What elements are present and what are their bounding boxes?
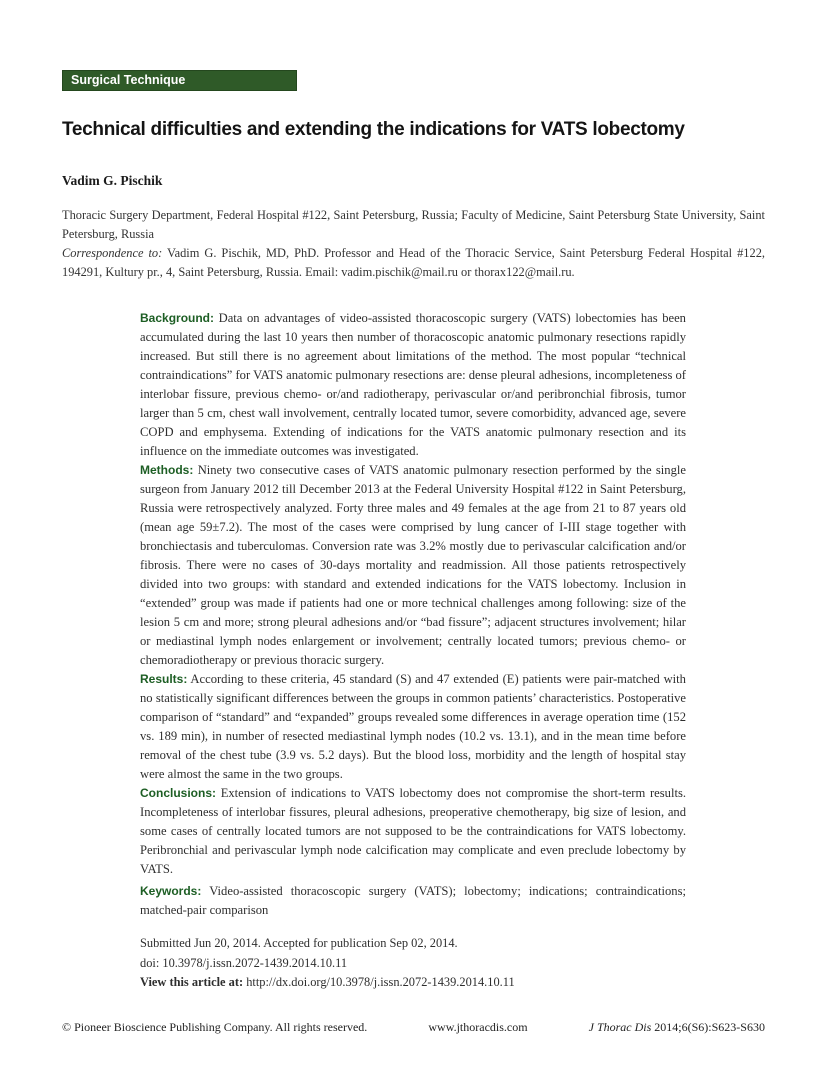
background-text: Data on advantages of video-assisted thoracoscopic surgery (VATS) lobectomies has been accumulated during the last 10 years then number of thoracoscopic anatomic pulmonary resections rapidly increased. But still there is no agreement about limitations of the method. The most popular “technical contraindications” for VATS anatomic pulmonary resections are: dense pleural adhesions, incompleteness of interlobar fissure, previous chemo- or/and radiotherapy, perivascular or/and peribronchial fibrosis, tumor larger than 5 cm, chest wall involvement, centrally located tumor, severe comorbidity, advanced age, severe COPD and emphysema. Extending of indications for the VATS anatomic pulmonary resection and its influence on the immediate outcomes was investigated. xyxy=(140,311,686,458)
doi-line: doi: 10.3978/j.issn.2072-1439.2014.10.11 xyxy=(140,955,348,970)
keywords-text: Video-assisted thoracoscopic surgery (VATS); lobectomy; indications; contraindications; matched-pair comparison xyxy=(140,884,686,917)
page-footer xyxy=(62,1020,765,1035)
article-type-label: Surgical Technique xyxy=(71,73,186,87)
article-meta xyxy=(140,934,686,993)
conclusions-text: Extension of indications to VATS lobectomy does not compromise the short-term results. Incompleteness of interlobar fissures, pleural adhesions, preoperative chemotherapy, big size of lesion, and some cases of centrally located tumors are not supposed to be the contraindications for VATS lobectomy. Peribronchial and perivascular lymph node calcification may complicate and even preclude lobectomy by VATS. xyxy=(140,786,686,876)
copyright-text: © Pioneer Bioscience Publishing Company. All rights reserved. xyxy=(62,1020,368,1034)
methods-text: Ninety two consecutive cases of VATS anatomic pulmonary resection performed by the single surgeon from January 2012 till December 2013 at the Federal University Hospital #122 in Saint Petersburg, Russia were retrospectively analyzed. Forty three males and 49 females at the age from 21 to 87 years old (mean age 59±7.2). The most of the cases were comprised by lung cancer of I-III stage together with bronchiectasis and tuberculomas. Conversion rate was 3.2% mostly due to perivascular calcification and/or fibrosis. There were no cases of 30-days mortality and readmission. All those patients retrospectively divided into two groups: with standard and extended indications for the VATS lobectomy. Inclusion in “extended” group was made if patients had one or more technical challenges among following: size of the lesion 5 cm and more; strong pleural adhesions and/or “bad fissure”; adjacent structures involvement; hilar or mediastinal lymph nodes enlargement or involvement; centrally located tumors; previous chemo- or chemoradiotherapy or previous thoracic surgery. xyxy=(140,463,686,667)
journal-abbreviation: J Thorac Dis xyxy=(588,1020,652,1034)
background-label: Background: xyxy=(140,311,215,325)
abstract xyxy=(140,309,686,920)
view-article-line xyxy=(140,973,686,993)
keywords xyxy=(140,882,686,920)
methods-label: Methods: xyxy=(140,463,194,477)
author-name: Vadim G. Pischik xyxy=(62,173,163,188)
journal-website[interactable]: www.jthoracdis.com xyxy=(428,1020,528,1034)
correspondence xyxy=(62,244,765,282)
article-title: Technical difficulties and extending the indications for VATS lobectomy xyxy=(62,119,685,140)
correspondence-text: Vadim G. Pischik, MD, PhD. Professor and Head of the Thoracic Service, Saint Petersburg Federal Hospital #122, 194291, Kultury pr., 4, Saint Petersburg, Russia. Email: vadim.pischik@mail.ru or thorax122@mail.ru. xyxy=(62,246,765,279)
abstract-section-results xyxy=(140,670,686,784)
affiliation-text: Thoracic Surgery Department, Federal Hospital #122, Saint Petersburg, Russia; Faculty of Medicine, Saint Petersburg State University, Saint Petersburg, Russia xyxy=(62,208,765,241)
citation-details: 2014;6(S6):S623-S630 xyxy=(654,1020,765,1034)
conclusions-label: Conclusions: xyxy=(140,786,217,800)
results-label: Results: xyxy=(140,672,188,686)
abstract-section-conclusions xyxy=(140,784,686,879)
citation xyxy=(589,1020,765,1035)
abstract-section-background xyxy=(140,309,686,461)
view-article-link[interactable]: http://dx.doi.org/10.3978/j.issn.2072-1439.2014.10.11 xyxy=(246,975,515,989)
abstract-section-methods xyxy=(140,461,686,670)
correspondence-label: Correspondence to: xyxy=(62,246,163,260)
submission-dates: Submitted Jun 20, 2014. Accepted for publication Sep 02, 2014. xyxy=(140,936,458,950)
keywords-label: Keywords: xyxy=(140,884,202,898)
results-text: According to these criteria, 45 standard (S) and 47 extended (E) patients were pair-matched with no statistically significant differences between the groups in common patients’ characteristics. Postoperative comparison of “standard” and “expanded” groups revealed some differences in average operation time (152 vs. 189 min), in number of resected mediastinal lymph nodes (10.2 vs. 13.1), and in the mean time before removal of the chest tube (3.9 vs. 5.2 days). But the blood loss, morbidity and the length of hospital stay were almost the same in the two groups. xyxy=(140,672,686,781)
article-type-banner xyxy=(62,70,297,91)
affiliation-block xyxy=(62,206,765,282)
view-article-label: View this article at: xyxy=(140,975,244,989)
